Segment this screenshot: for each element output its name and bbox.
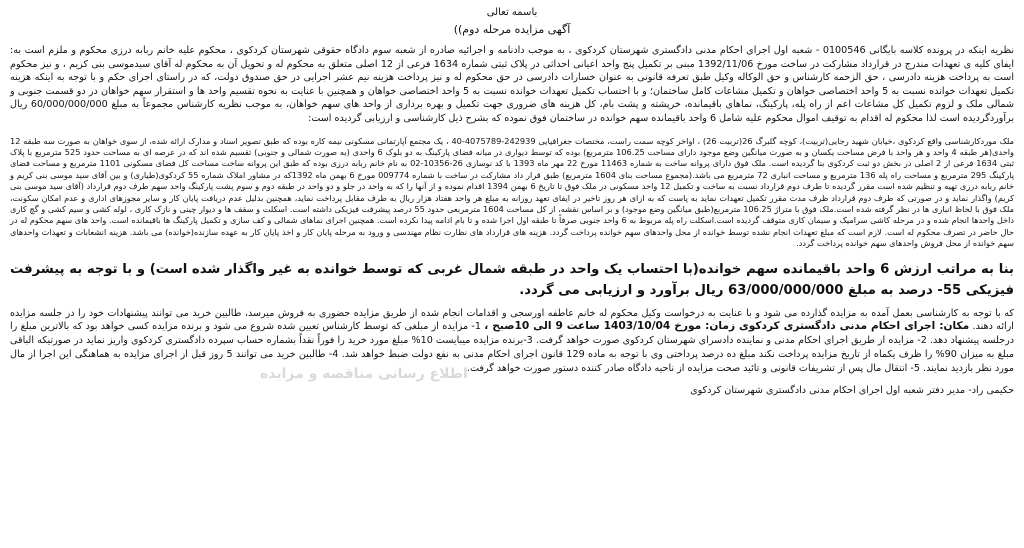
auction-terms-text: 1- مزایده از مبلغی که توسط کارشناس تعیین شده شروع می شود و برنده مزایده کسی خواهد بود که بالاترین مبلغ را درجلسه پیشنهاد دهد. 2- مزایده از طریق اجرای احکام مدنی و نماینده دادسرای شهرستان کردکوی صورت خواهد گرفت. 3-برنده مزایده میبایست 10% مبلغ مورد خرید را فوراً نقداً بشماره حساب سپرده دادگستری کردکوی واریز نماید در صورتیکه الباقی مبلغ به میزان 90% را ظرف یکماه از تاریخ مزایده پرداخت نکند مبلغ ده درصد پرداختی وی با توجه به ماده 129 قانون اجرای احکام مدنی به نفع دولت ضبط خواهد شد. 4- طالبین خرید می توانند 5 روز قبل از اجرای مزایده به هماهنگی این اجرا از مال مورد نظر بازدید نمایند. 5- انتقال مال پس از تشریفات قانونی و تائید صحت مزایده از ناحیه دادگاه صادر کننده دستور صورت خواهد گرفت. — [10, 321, 1014, 374]
watermark: اطلاع رسانی مناقصه و مزایده — [260, 366, 468, 382]
auction-intro-text: که با توجه به کارشناسی بعمل آمده به مزایده گذارده می شود و با عنایت به درخواست وکیل محکوم له خانم عاطفه اورسجی و اقدامات انجام شده از طریق مزایده حضوری به فروش میرسد، طالبین خرید می توانند پیشنهادات خود را در جلسه مزایده ارائه دهند. — [10, 307, 1014, 333]
property-description-paragraph: ملک موردکارشناسی واقع کردکوی ،خیابان شهید رجایی(تربیت)، کوچه گلبرگ 26(تربیت 26) ، اواخر کوچه سمت راست، مختصات جغرافیایی 242939-4075789-40 ، یک مجتمع آپارتمانی مسکونی نیمه کاره بوده که طبق تصویر اسناد و مدارک ارائه شده، از سوی خواهان به صورت سه طبقه 12 واحدی(هر طبقه 4 واحد و هر واحد با فرض مساحت یکسان و به صورت میانگین وضع موجود دارای مساحت 106.25 مترمربع) بوده که توسط دیواری در میانه فضای پارکینگ به دو بلوک 6 واحدی (به صورت شمالی و جنوبی) تقسیم شده اند که در عرصه ای به مساحت حدود 525 مترمربع با پلاک ثبتی 1634 فرعی از 2 اصلی در بخش دو ثبت کردکوی بنا گردیده است. ملک فوق دارای پروانه ساخت به شماره 11463 مورخ 22 مهر ماه 1393 با کد نوسازی 26-10356-02 به نام خانم ربابه درزی بوده که طبق این پروانه ساخت مساحت کل فضای مسکونی 1101 مترمربع و مساحت فضای پارکینگ 295 مترمربع و مساحت راه پله 136 مترمربع و مساحت انباری 72 مترمربع می باشد.(مجموع مساحت بنای 1604 مترمربع) طبق قرار داد مشارکت در ساخت با شماره 009774 مورخ 6 بهمن ماه 1392که در مشاور املاک شماره 55 کردکوی(طیاری) و بین آقای سید موسی بنی کریم و خانم ربابه درزی تهیه و تنظیم شده است مقرر گردیده تا طرف دوم قرارداد نسبت به ساخت و تکمیل 12 واحد مسکونی در ملک فوق تا تاریخ 6 بهمن 1394 اقدام نموده و از آنها را که به واحد در جلو و دو واحد در طبقه دوم و سوم پشت پارکینگ واحد سهم طرف دوم قرارداد (آقای سید موسی بنی کریم) واگذار نماید و در صورتی که طرف دوم قرارداد ظرف مدت مقرر تکمیل تعهدات نماید به پاست که به ازای هر روز تاخیر در ایفای تعهد روزانه به مبلغ هر واحد هفتاد هزار ریال به طرف مقابل پرداخت نماید، همچنین بدلیل عدم دریافت پایان کار و سایر مجوزهای اداری و عدم امکان سکونت، ملک فوق با لحاظ انباری ها در نظر گرفته شده است.ملک فوق با متراژ 106.25 مترمربع(طبق میانگین وضع موجود) و بر اساس نقشه، از کل مساحت 1604 مترمربعی حدود 55 درصد پیشرفت فیزیکی داشته است. اسکلت و سقف ها و دیوار چینی و نازک کاری ، لوله کشی و سیم کشی و گچ کاری داخل واحدها انجام شده و در مرحله کاشی سرامیک و سیمان کاری متوقف گردیده است.اسکلت راه پله مربوط به 6 واحد جنوبی صرفاً تا طبقه اول اجرا شده و تا بام ادامه پیدا نکرده است. همچنین اجرای نماهای شمالی و کف سازی و تکمیل پارکینگ ها باقیمانده است. واحد های سهم محکوم له در حال حاضر در تصرف محکوم له است. لازم است که مبلغ تعهدات انجام نشده توسط خوانده از محل واحدهای سهم خوانده پرداخت گردد. هزینه های قرارداد های نظارت نظام مهندسی و ورود به مرحله پایان کار و اخذ پایان کار به عهده سازنده(خوانده) می باشد. هزینه انشعابات و تعهدات واحدهای سهم خوانده از محل فروش واحدهای سهم خوانده پرداخت گردد. — [10, 135, 1015, 249]
intro-paragraph: نظریه اینکه در پرونده کلاسه بایگانی 0100546 - شعبه اول اجرای احکام مدنی دادگستری شهرستان کردکوی ، به موجب دادنامه و اجرائیه صادره از شعبه سوم دادگاه حقوقی شهرستان کردکوی ، محکوم علیه خانم ربابه درزی محکوم و ملزم است به: ایفای کلیه ی تعهدات مندرج در قرارداد مشارکت در ساخت مورخ 1392/11/06 مبنی بر تکمیل پنج واحد اعیانی احداثی در پلاک ثبتی شماره 1634 فرعی از 12 اصلی متعلق به محکوم له و تحویل آن به محکوم له آقای سیدموسی بنی کریم ، و نیز محکوم است به پرداخت هزینه دادرسی ، حق الزحمه کارشناس و حق الوکاله وکیل طبق تعرفه قانونی به عنوان خسارات دادرسی در حق محکوم له و نیز پرداخت هزینه نیم عشر اجرایی در حق صندوق دولت، که در راستای اجرای حکم و با توجه به اینکه هزینه تکمیل تعهدات خوانده نسبت به 5 واحد اختصاصی خواهان و تکمیل مشاعات کامل ساختمان؛ و با احتساب تکمیل تعهدات خوانده نسبت به 5 واحد اختصاصی خواهان و همچنین با عنایت به نحوه تقسیم واحد ها و استقرار سهم خواهان در دو قسمت جنوبی و شمالی ملک و لزوم تکمیل کل مشاعات اعم از راه پله، پارکینگ، نماهای باقیمانده، خرپشته و پشت بام، کل هزینه های ضروری جهت تکمیل و بهره برداری از واحد های سهم خواهان، به موجب نظریه کارشناس مجموعاً به مبلغ 60/000/000/000 ریال برآوردگردیده است لذا محکوم له اقدام به توقیف اموال محکوم علیه شامل 6 واحد باقیمانده سهم خوانده در ساختمان فوق نموده که بشرح ذیل کارشناسی و ارزیابی گردیده است: — [10, 45, 1015, 124]
valuation-paragraph: بنا به مراتب ارزش 6 واحد باقیمانده سهم خوانده(با احتساب یک واحد در طبقه شمال غربی که توسط خوانده به غیر واگذار شده است) و با توجه به پیشرفت فیزیکی 55- درصد به مبلغ 63/000/000/000 ریال برآورد و ارزیابی می گردد. — [10, 261, 1014, 298]
invocation-line: باسمه تعالی — [486, 7, 538, 18]
auction-place-time: مکان: اجرای احکام مدنی دادگستری کردکوی زمان: مورخ 1403/10/04 ساعت 9 الی 10صبح ، — [484, 320, 970, 333]
notice-title: آگهی مزایده مرحله دوم)) — [453, 23, 571, 36]
auction-conditions-paragraph — [10, 307, 1014, 376]
signature-line: حکیمی راد- مدیر دفتر شعبه اول اجرای احکام مدنی دادگستری شهرستان کردکوی — [690, 384, 1014, 396]
